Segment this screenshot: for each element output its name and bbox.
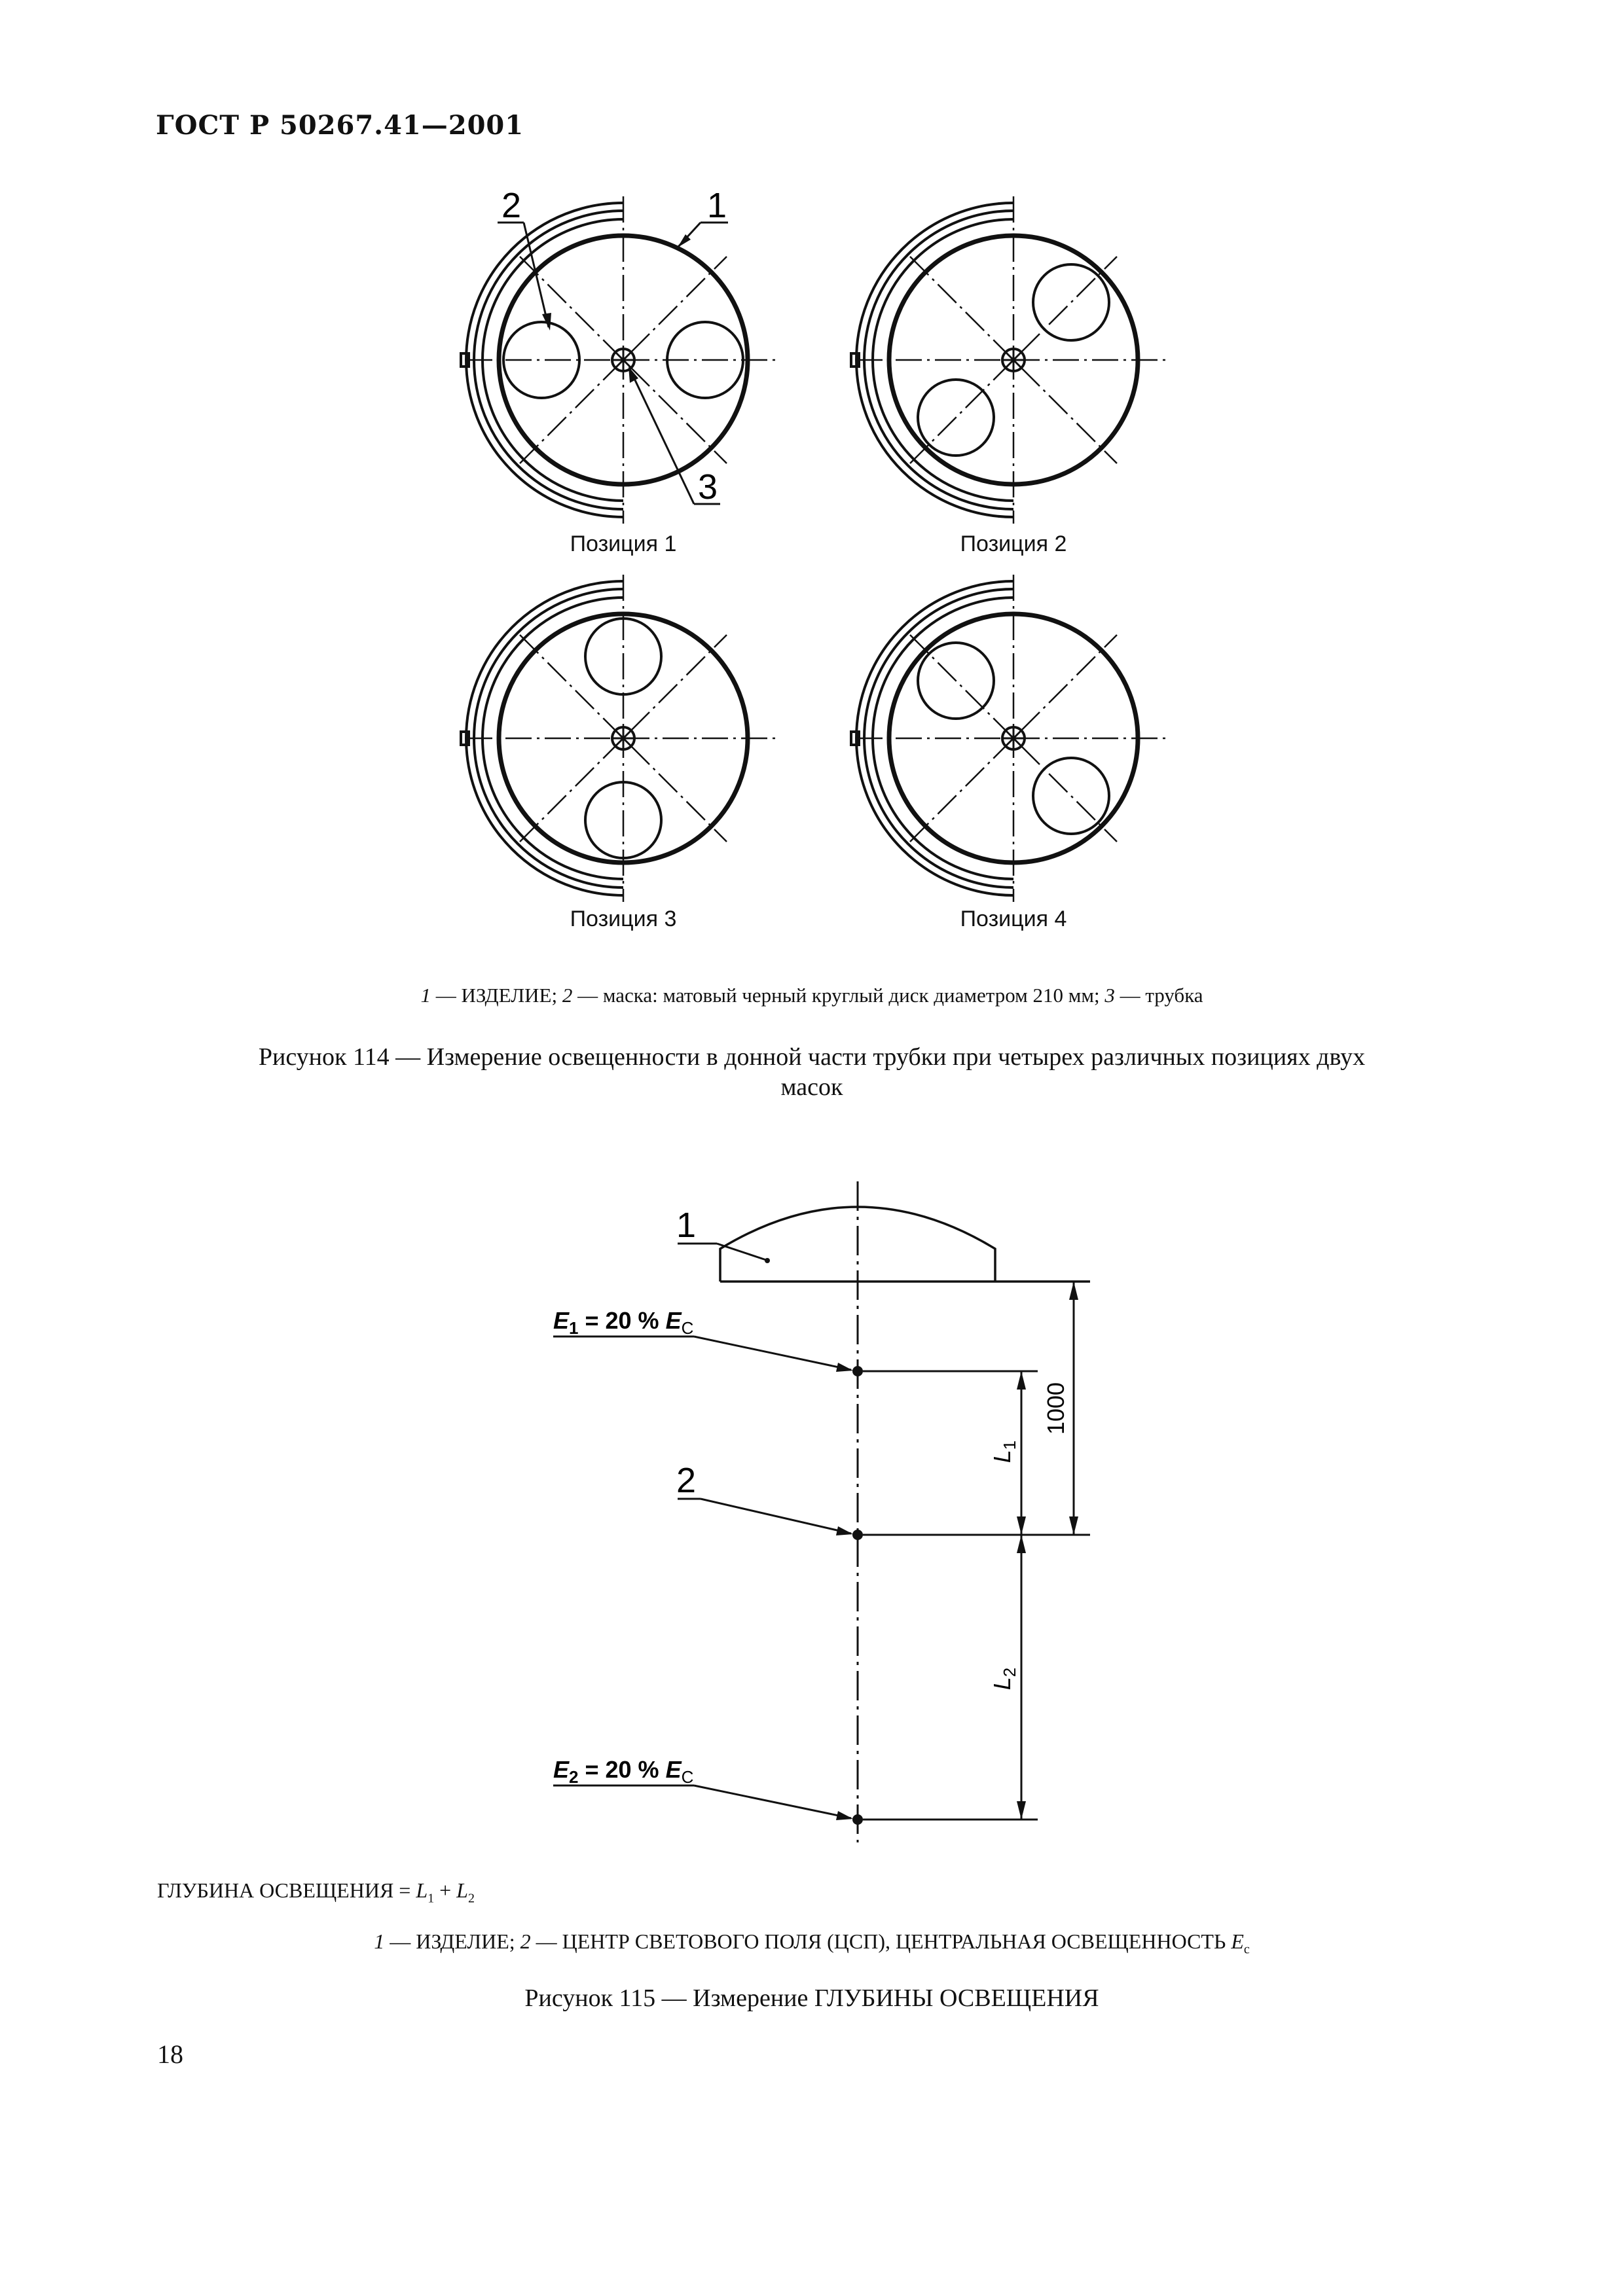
fig115-callout-2: 2 [676,1461,697,1500]
callout-2-label: 2 [501,186,522,225]
figure-115-caption: Рисунок 115 — Измерение ГЛУБИНЫ ОСВЕЩЕНИЯ [524,1984,1099,2012]
lamp-position-3 [461,575,780,902]
callout-1 [678,186,728,247]
figure-115-drawing [0,1145,1623,1865]
e1-label: $E_1 = 20$ % $E_C$ [553,1307,694,1338]
position-label-2: Позиция 2 [960,531,1067,556]
callout-3 [629,367,720,507]
figure-114-drawing [0,0,1623,949]
figure-114-legend: 1 — ИЗДЕЛИЕ; 2 — маска: матовый черный круглый диск диаметром 210 мм; 3 — трубка [420,984,1203,1007]
e2-label: $E_2 = 20$ % $E_C$ [553,1756,694,1787]
lamp-position-2 [851,196,1171,524]
lamp-position-1 [461,196,780,524]
lighting-depth-formula: ГЛУБИНА ОСВЕЩЕНИЯ = $L_1 + L_2$ [157,1878,475,1906]
page-number: 18 [157,2039,183,2069]
position-label-4: Позиция 4 [960,906,1067,931]
dim-L1-label: $L_1$ [989,1440,1019,1463]
document-header: ГОСТ Р 50267.41—2001 [156,110,524,141]
dim-L2-label: $L_2$ [989,1667,1019,1691]
callout-1-label: 1 [707,186,727,225]
dim-1000-label: 1000 [1042,1382,1069,1435]
figure-115-legend: 1 — ИЗДЕЛИЕ; 2 — ЦЕНТР СВЕТОВОГО ПОЛЯ (ЦСП), ЦЕНТРАЛЬНАЯ ОСВЕЩЕННОСТЬ $E_c$ [374,1929,1250,1957]
callout-3-label: 3 [698,467,718,507]
position-label-1: Позиция 1 [570,531,677,556]
fig115-callout-1: 1 [676,1206,697,1245]
position-label-3: Позиция 3 [570,906,677,931]
figure-114-caption: Рисунок 114 — Измерение освещенности в донной части трубки при четырех различных позициях двух масок [258,1043,1366,1101]
lamp-position-4 [851,575,1171,902]
